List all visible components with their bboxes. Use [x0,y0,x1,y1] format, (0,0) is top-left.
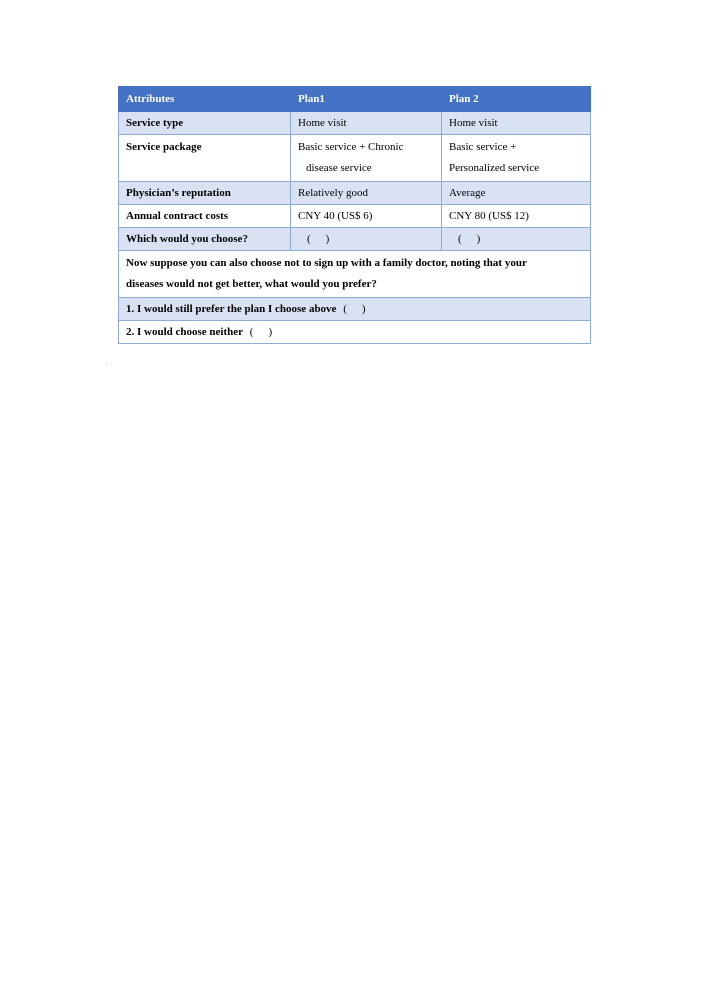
followup-question-line-2: diseases would not get better, what would you prefer? [126,278,377,290]
followup-question-cell [119,251,591,298]
plan2-cell [442,135,591,182]
table-row-reputation [119,182,591,205]
option-2-text: 2. I would choose neither [126,326,244,338]
table-header-row [119,87,591,112]
plan2-choice-paren: ( ) [458,233,483,245]
table-row-service-type [119,112,591,135]
plan2-cell: Home visit [442,112,591,135]
followup-question-line-1: Now suppose you can also choose not to sign up with a family doctor, noting that your [126,257,527,269]
table-row-option-2 [119,321,591,344]
header-attributes: Attributes [119,87,291,112]
plan1-choice-blank[interactable] [291,228,442,251]
plan1-cell [291,135,442,182]
plan2-choice-blank[interactable] [442,228,591,251]
plan1-line-1: Basic service + Chronic [298,141,404,153]
attribute-cell: Service package [119,135,291,182]
plan1-cell: CNY 40 (US$ 6) [291,205,442,228]
option-1-paren: ( ) [343,303,368,315]
choice-set-table [118,86,591,344]
attribute-cell: Service type [119,112,291,135]
header-plan2: Plan 2 [442,87,591,112]
option-2-cell[interactable] [119,321,591,344]
plan2-line-2: Personalized service [449,162,540,174]
attribute-cell: Which would you choose? [119,228,291,251]
plan2-line-1: Basic service + [449,141,517,153]
header-plan1: Plan1 [291,87,442,112]
plan1-line-2: disease service [306,162,372,174]
option-1-cell[interactable] [119,298,591,321]
option-2-paren: ( ) [249,326,275,338]
table-row-service-package [119,135,591,182]
plan1-cell: Home visit [291,112,442,135]
plan1-cell: Relatively good [291,182,442,205]
table-row-choice [119,228,591,251]
plan2-cell: Average [442,182,591,205]
attribute-cell: Physician’s reputation [119,182,291,205]
table-row-followup-question [119,251,591,298]
plan2-cell: CNY 80 (US$ 12) [442,205,591,228]
option-1-text: 1. I would still prefer the plan I choose above [126,303,337,315]
footer-mark: . [106,360,108,366]
table-row-annual-cost [119,205,591,228]
plan1-choice-paren: ( ) [307,233,332,245]
attribute-cell: Annual contract costs [119,205,291,228]
table-row-option-1 [119,298,591,321]
